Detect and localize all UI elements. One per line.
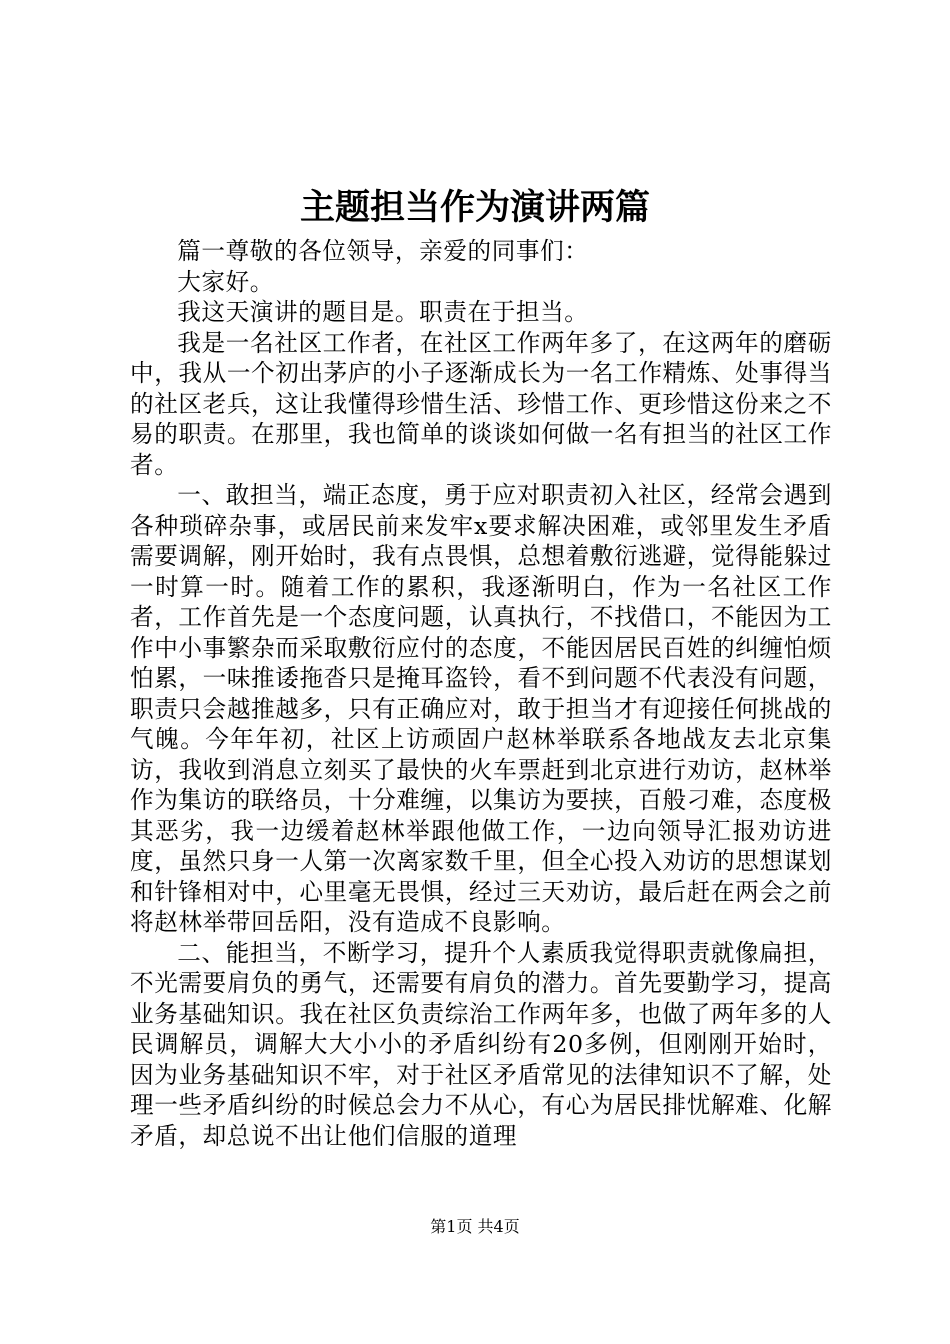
paragraph-salutation: 篇一尊敬的各位领导，亲爱的同事们： <box>177 237 589 265</box>
paragraph-section-two: 二、能担当，不断学习，提升个人素质我觉得职责就像扁担，不光需要肩负的勇气，还需要有肩负的潜力。首先要勤学习，提高业务基础知识。我在社区负责综治工作两年多，也做了两年多的人民调解员，调解大大小小的矛盾纠纷有20多例，但刚刚开始时，因为业务基础知识不牢，对于社区矛盾常见的法律知识不了解，处理一些矛盾纠纷的时候总会力不从心，有心为居民排忧解难、化解矛盾，却总说不出让他们信服的道理 <box>130 938 832 1150</box>
paragraph-topic: 我这天演讲的题目是。职责在于担当。 <box>177 298 589 326</box>
paragraph-greeting: 大家好。 <box>177 267 274 296</box>
page-number-footer: 第1页 共4页 <box>430 1217 520 1236</box>
paragraph-intro: 我是一名社区工作者，在社区工作两年多了，在这两年的磨砺中，我从一个初出茅庐的小子逐渐成长为一名工作精炼、处事得当的社区老兵，这让我懂得珍惜生活、珍惜工作、更珍惜这份来之不易的职责。在那里，我也简单的谈谈如何做一名有担当的社区工作者。 <box>130 328 832 479</box>
paragraph-section-one: 一、敢担当，端正态度，勇于应对职责初入社区，经常会遇到各种琐碎杂事，或居民前来发牢x要求解决困难，或邻里发生矛盾需要调解，刚开始时，我有点畏惧，总想着敷衍逃避，觉得能躲过一时算一时。随着工作的累积，我逐渐明白，作为一名社区工作者，工作首先是一个态度问题，认真执行，不找借口，不能因为工作中小事繁杂而采取敷衍应付的态度，不能因居民百姓的纠缠怕烦怕累，一味推诿拖沓只是掩耳盗铃，看不到问题不代表没有问题，职责只会越推越多，只有正确应对，敢于担当才有迎接任何挑战的气魄。今年年初，社区上访顽固户赵林举联系各地战友去北京集访，我收到消息立刻买了最快的火车票赶到北京进行劝访，赵林举作为集访的联络员，十分难缠，以集访为要挟，百般刁难，态度极其恶劣，我一边缓着赵林举跟他做工作，一边向领导汇报劝访进度，虽然只身一人第一次离家数千里，但全心投入劝访的思想谋划和针锋相对中，心里毫无畏惧，经过三天劝访，最后赶在两会之前将赵林举带回岳阳，没有造成不良影响。 <box>130 481 832 936</box>
document-body <box>130 236 832 1151</box>
document-title: 主题担当作为演讲两篇 <box>299 187 650 228</box>
